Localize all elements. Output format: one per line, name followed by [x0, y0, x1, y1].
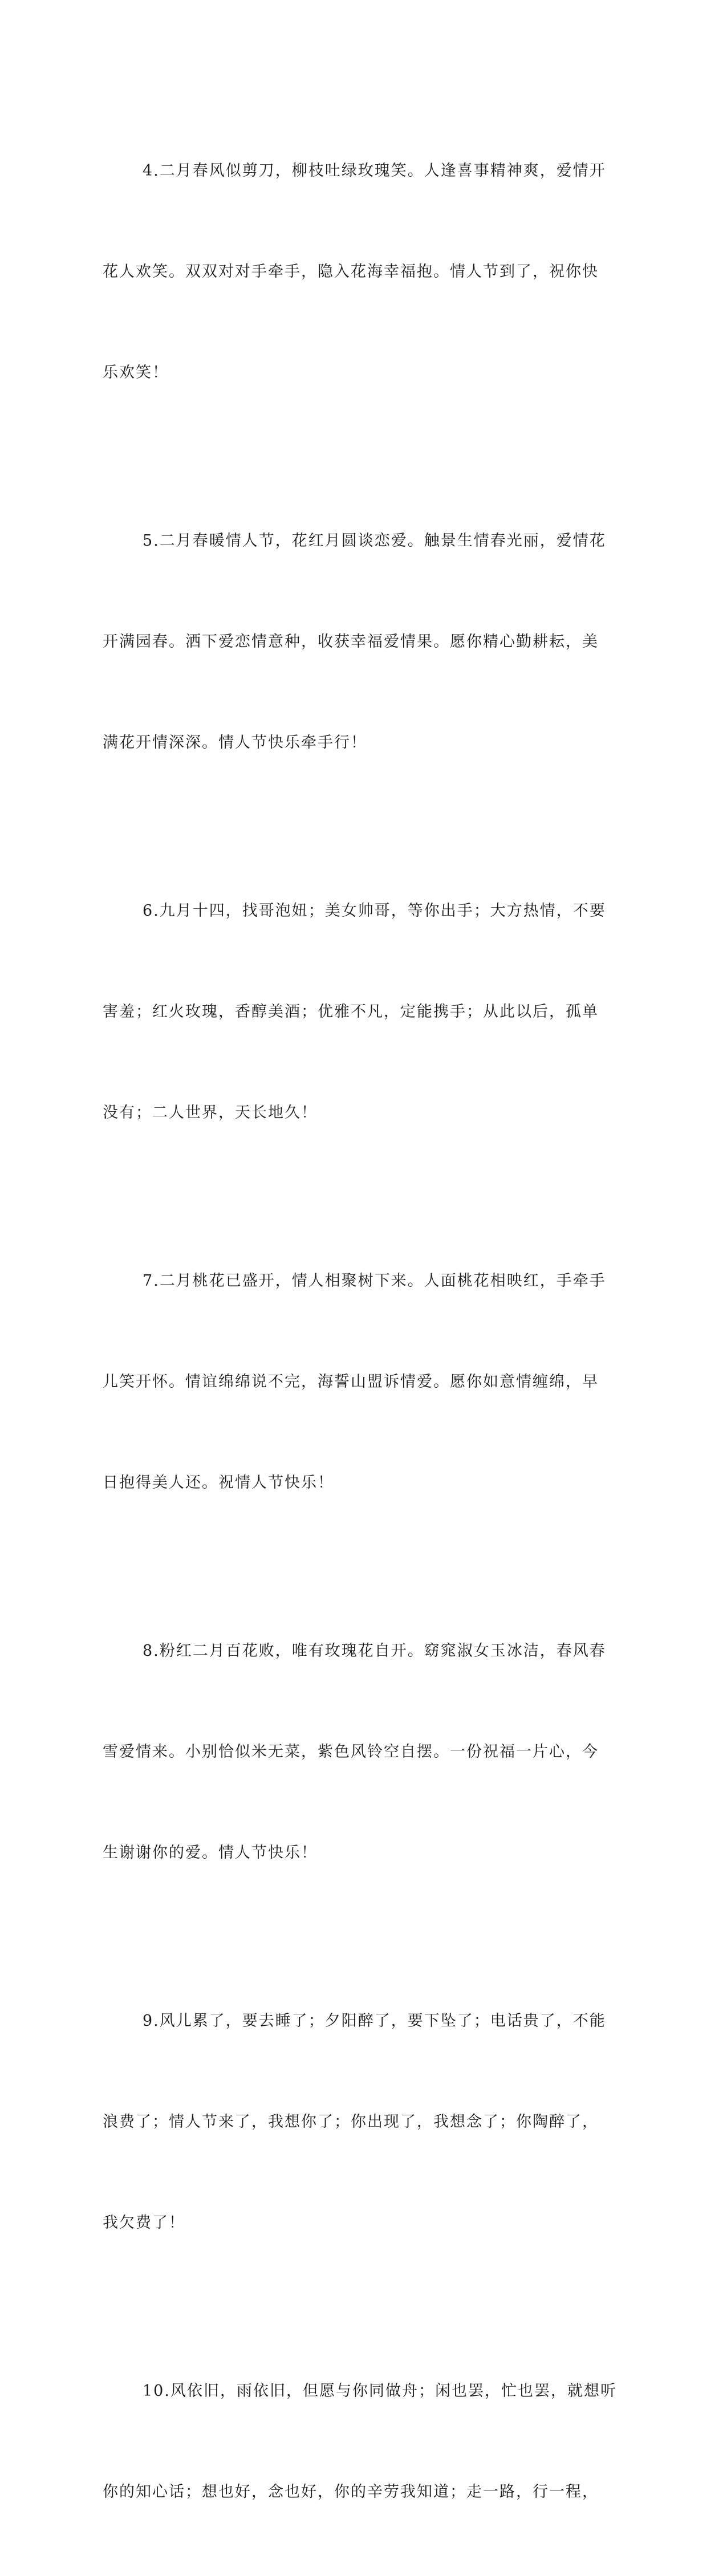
paragraph-4 — [103, 87, 606, 457]
paragraph-line: 6.九月十四，找哥泡妞；美女帅哥，等你出手；大方热情，不要 — [143, 902, 606, 920]
paragraph-8 — [103, 1567, 606, 1937]
paragraph-line: 7.二月桃花已盛开，情人相聚树下来。人面桃花相映红，手牵手 — [143, 1272, 606, 1290]
paragraph-line: 花人欢笑。双双对对手牵手，隐入花海幸福抱。情人节到了，祝你快 — [103, 263, 599, 281]
paragraph-line: 生谢谢你的爱。情人节快乐！ — [103, 1844, 318, 1862]
paragraph-10 — [103, 2307, 617, 2576]
document-body — [103, 87, 617, 2576]
paragraph-line: 雪爱情来。小别恰似米无菜，紫色风铃空自摆。一份祝福一片心，今 — [103, 1743, 599, 1761]
paragraph-line: 浪费了；情人节来了，我想你了；你出现了，我想念了；你陶醉了， — [103, 2113, 599, 2131]
paragraph-line: 10.风依旧，雨依旧，但愿与你同做舟；闲也罢，忙也罢，就想听 — [143, 2382, 617, 2400]
paragraph-line: 9.风儿累了，要去睡了；夕阳醉了，要下坠了；电话贵了，不能 — [143, 2012, 606, 2030]
paragraph-line: 5.二月春暖情人节，花红月圆谈恋爱。触景生情春光丽，爱情花 — [143, 532, 606, 550]
paragraph-line: 你的知心话；想也好，念也好，你的辛劳我知道；走一路，行一程， — [103, 2483, 599, 2501]
paragraph-line: 日抱得美人还。祝情人节快乐！ — [103, 1474, 334, 1492]
paragraph-line: 我欠费了！ — [103, 2214, 185, 2232]
paragraph-line: 没有；二人世界，天长地久！ — [103, 1104, 318, 1122]
paragraph-line: 满花开情深深。情人节快乐牵手行！ — [103, 734, 367, 751]
paragraph-7 — [103, 1197, 606, 1567]
paragraph-line: 4.二月春风似剪刀，柳枝吐绿玫瑰笑。人逢喜事精神爽，爱情开 — [143, 162, 606, 180]
paragraph-line: 8.粉红二月百花败，唯有玫瑰花自开。窈窕淑女玉冰洁，春风春 — [143, 1642, 606, 1660]
paragraph-line: 害羞；红火玫瑰，香醇美酒；优雅不凡，定能携手；从此以后，孤单 — [103, 1003, 599, 1021]
paragraph-5 — [103, 457, 606, 827]
paragraph-9 — [103, 1937, 606, 2307]
paragraph-line: 乐欢笑！ — [103, 364, 169, 381]
paragraph-line: 开满园春。洒下爱恋情意种，收获幸福爱情果。愿你精心勤耕耘，美 — [103, 633, 599, 651]
paragraph-6 — [103, 827, 606, 1197]
paragraph-line: 儿笑开怀。情谊绵绵说不完，海誓山盟诉情爱。愿你如意情缠绵，早 — [103, 1373, 599, 1391]
